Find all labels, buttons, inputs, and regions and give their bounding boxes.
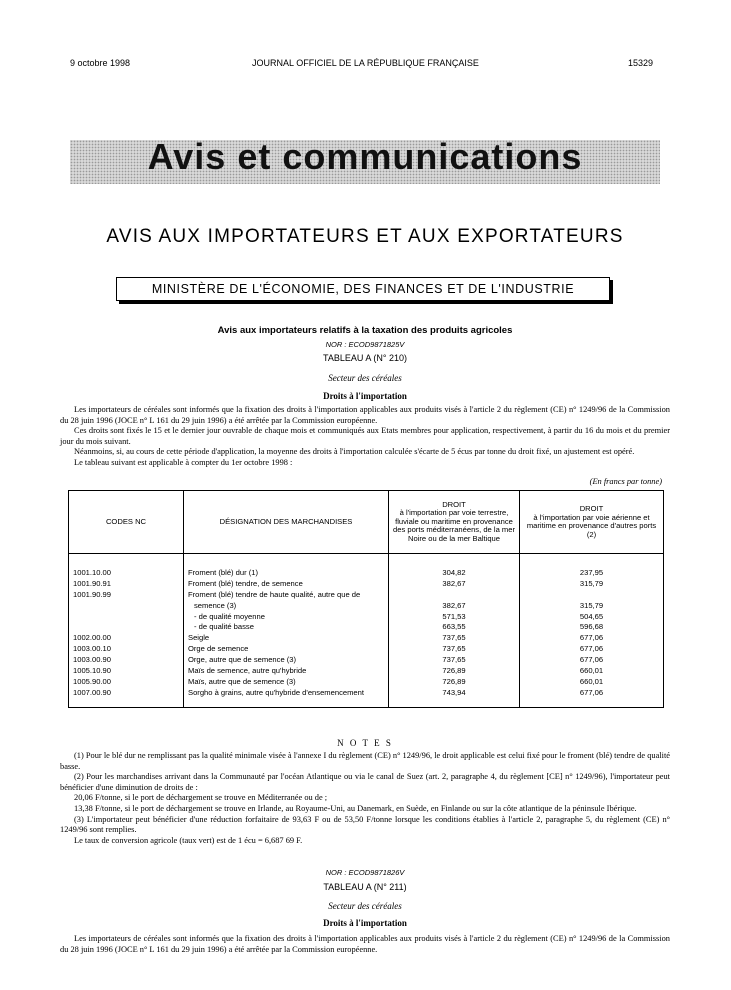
table-cell: 677,06 xyxy=(579,633,604,643)
note-item: (1) Pour le blé dur ne remplissant pas la qualité minimale visée à l'annexe I du règlement (CE) n° 1249/96, le droit applicable est celui fixé pour le froment (blé) tendre de qualité basse. xyxy=(60,751,670,771)
table-cell: Seigle xyxy=(188,633,210,643)
note-item: (3) L'importateur peut bénéficier d'une réduction forfaitaire de 93,63 F ou de 53,50 F/tonne lorsque les conditions établies à l'article 2, paragraphe 5, du règlement (CE) n° 1249/96 sont remplies. xyxy=(60,814,670,835)
header-codes: CODES NC xyxy=(69,491,184,554)
paragraph: Néanmoins, si, au cours de cette période d'application, la moyenne des droits à l'importation calculée s'écarte de 5 écus par tonne du droit fixé, un ajustement est opéré. xyxy=(74,447,635,457)
table-cell: 737,65 xyxy=(442,633,466,643)
table-cell: - de qualité basse xyxy=(194,622,254,632)
header-droit-autres: DROIT à l'importation par voie aérienne et maritime en provenance d'autres ports (2) xyxy=(520,491,664,554)
designation-column xyxy=(184,554,389,708)
table-cell: 382,67 xyxy=(442,600,466,610)
secteur-label: Secteur des céréales xyxy=(328,373,402,383)
table-cell: 237,95 xyxy=(579,568,604,577)
table-cell: 743,94 xyxy=(442,687,466,697)
table-cell: 304,82 xyxy=(442,568,466,577)
table-cell: Froment (blé) tendre de haute qualité, autre que de xyxy=(188,589,361,599)
note-item: 20,06 F/tonne, si le port de déchargement se trouve en Méditerranée ou de ; xyxy=(74,793,328,803)
table-cell: 382,67 xyxy=(442,578,466,588)
table-cell: 1007.00.90 xyxy=(73,687,112,697)
paragraph: Le tableau suivant est applicable à compter du 1er octobre 1998 : xyxy=(74,457,293,467)
table-cell: 504,65 xyxy=(579,611,604,621)
codes-column xyxy=(69,554,184,708)
paragraph: Les importateurs de céréales sont informés que la fixation des droits à l'importation applicables aux produits visés à l'article 2 du règlement (CE) n° 1249/96 de la Commission du 28 juin 1996 (JOCE n° L 161 du 29 juin 1996) a été arrêtée par la Commission européenne. xyxy=(60,934,670,954)
ministry-box: MINISTÈRE DE L'ÉCONOMIE, DES FINANCES ET DE L'INDUSTRIE xyxy=(116,277,610,301)
table-cell: 315,79 xyxy=(579,600,604,610)
table-cell: 1003.00.90 xyxy=(73,655,112,665)
note-item: 13,38 F/tonne, si le port de déchargement se trouve en Irlande, au Royaume-Uni, au Danemark, en Suède, en Finlande ou sur la côte atlantique de la péninsule Ibérique. xyxy=(74,803,637,813)
table-cell xyxy=(524,590,659,601)
notice-body xyxy=(60,405,670,469)
notes-title: N O T E S xyxy=(337,738,393,748)
droits-heading: Droits à l'importation xyxy=(323,391,407,401)
table-cell xyxy=(73,622,179,633)
table-cell: 737,65 xyxy=(442,644,466,654)
notes-body xyxy=(60,751,670,846)
table-cell: 1005.10.90 xyxy=(73,666,112,676)
header-date: 9 octobre 1998 xyxy=(70,58,131,68)
droit-autres-column xyxy=(520,554,664,708)
table-cell: 1002.00.00 xyxy=(73,633,112,643)
table-cell xyxy=(73,601,179,612)
table-cell: Sorgho à grains, autre qu'hybride d'ensemencement xyxy=(188,687,364,697)
paragraph: Les importateurs de céréales sont informés que la fixation des droits à l'importation applicables aux produits visés à l'article 2 du règlement (CE) n° 1249/96 de la Commission du 28 juin 1996 (JOCE n° L 161 du 29 juin 1996) a été arrêtée par la Commission européenne. xyxy=(60,405,670,425)
tableau-title: TABLEAU A (N° 210) xyxy=(323,353,407,363)
table-cell: 737,65 xyxy=(442,655,466,665)
table-cell: 1001.90.99 xyxy=(73,589,112,599)
table-cell: 1005.90.00 xyxy=(73,676,112,686)
table-cell: Orge, autre que de semence (3) xyxy=(188,655,297,665)
table-cell: 726,89 xyxy=(442,676,466,686)
table-cell: 315,79 xyxy=(579,578,604,588)
note-item: Le taux de conversion agricole (taux vert) est de 1 écu = 6,687 69 F. xyxy=(74,835,303,845)
table-cell: 660,01 xyxy=(579,666,604,676)
note-item: (2) Pour les marchandises arrivant dans la Communauté par l'océan Atlantique ou via le canal de Suez (art. 2, paragraphe 4, du règlement [CE] n° 1249/96), l'importateur peut bénéficier d'une diminution de droits de : xyxy=(60,772,670,792)
banner-title: Avis et communications xyxy=(147,136,583,177)
table-cell: 677,06 xyxy=(579,644,604,654)
header-droit-terrestre: DROIT à l'importation par voie terrestre, fluviale ou maritime en provenance des ports méditerranéens, de la mer Noire ou de la mer Baltique xyxy=(389,491,520,554)
table-cell: 677,06 xyxy=(579,655,604,665)
tableau-title-2: TABLEAU A (N° 211) xyxy=(323,882,407,892)
table-cell xyxy=(73,612,179,623)
table-cell: 1001.10.00 xyxy=(73,568,112,577)
droits-heading-2: Droits à l'importation xyxy=(323,918,407,928)
table-cell: Maïs, autre que de semence (3) xyxy=(188,676,296,686)
table-cell: 677,06 xyxy=(579,687,604,697)
table-cell: 726,89 xyxy=(442,666,466,676)
droit-terrestre-column xyxy=(389,554,520,708)
table-cell: 1001.90.91 xyxy=(73,578,112,588)
secteur-label-2: Secteur des céréales xyxy=(328,901,402,911)
table-cell: semence (3) xyxy=(194,600,237,610)
notice2-body xyxy=(60,934,670,955)
header-journal: JOURNAL OFFICIEL DE LA RÉPUBLIQUE FRANÇAISE xyxy=(252,58,479,68)
table-cell: Maïs de semence, autre qu'hybride xyxy=(188,666,307,676)
nor-reference-2: NOR : ECOD9871826V xyxy=(325,868,405,877)
header-page-number: 15329 xyxy=(628,58,654,68)
notice-title: Avis aux importateurs relatifs à la taxation des produits agricoles xyxy=(217,325,513,336)
table-cell: Froment (blé) tendre, de semence xyxy=(188,578,303,588)
unit-label: (En francs par tonne) xyxy=(589,477,662,486)
paragraph: Ces droits sont fixés le 15 et le dernier jour ouvrable de chaque mois et communiqués aux Etats membres pour application, respectivement, à partir du 16 du mois et du premier jour du mois suivant. xyxy=(60,426,670,446)
nor-reference: NOR : ECOD9871825V xyxy=(325,340,405,349)
table-cell: 571,53 xyxy=(442,611,466,621)
table-cell: 660,01 xyxy=(579,676,604,686)
main-title: AVIS AUX IMPORTATEURS ET AUX EXPORTATEURS xyxy=(106,226,624,247)
table-cell: 596,68 xyxy=(579,622,604,632)
table-cell: 1003.00.10 xyxy=(73,644,112,654)
tariff-table xyxy=(68,490,664,708)
header-designation: DÉSIGNATION DES MARCHANDISES xyxy=(184,491,389,554)
table-cell: - de qualité moyenne xyxy=(194,611,265,621)
table-cell xyxy=(393,590,515,601)
table-cell: Orge de semence xyxy=(188,644,249,654)
table-cell: Froment (blé) dur (1) xyxy=(188,568,259,577)
table-cell: 663,55 xyxy=(442,622,466,632)
